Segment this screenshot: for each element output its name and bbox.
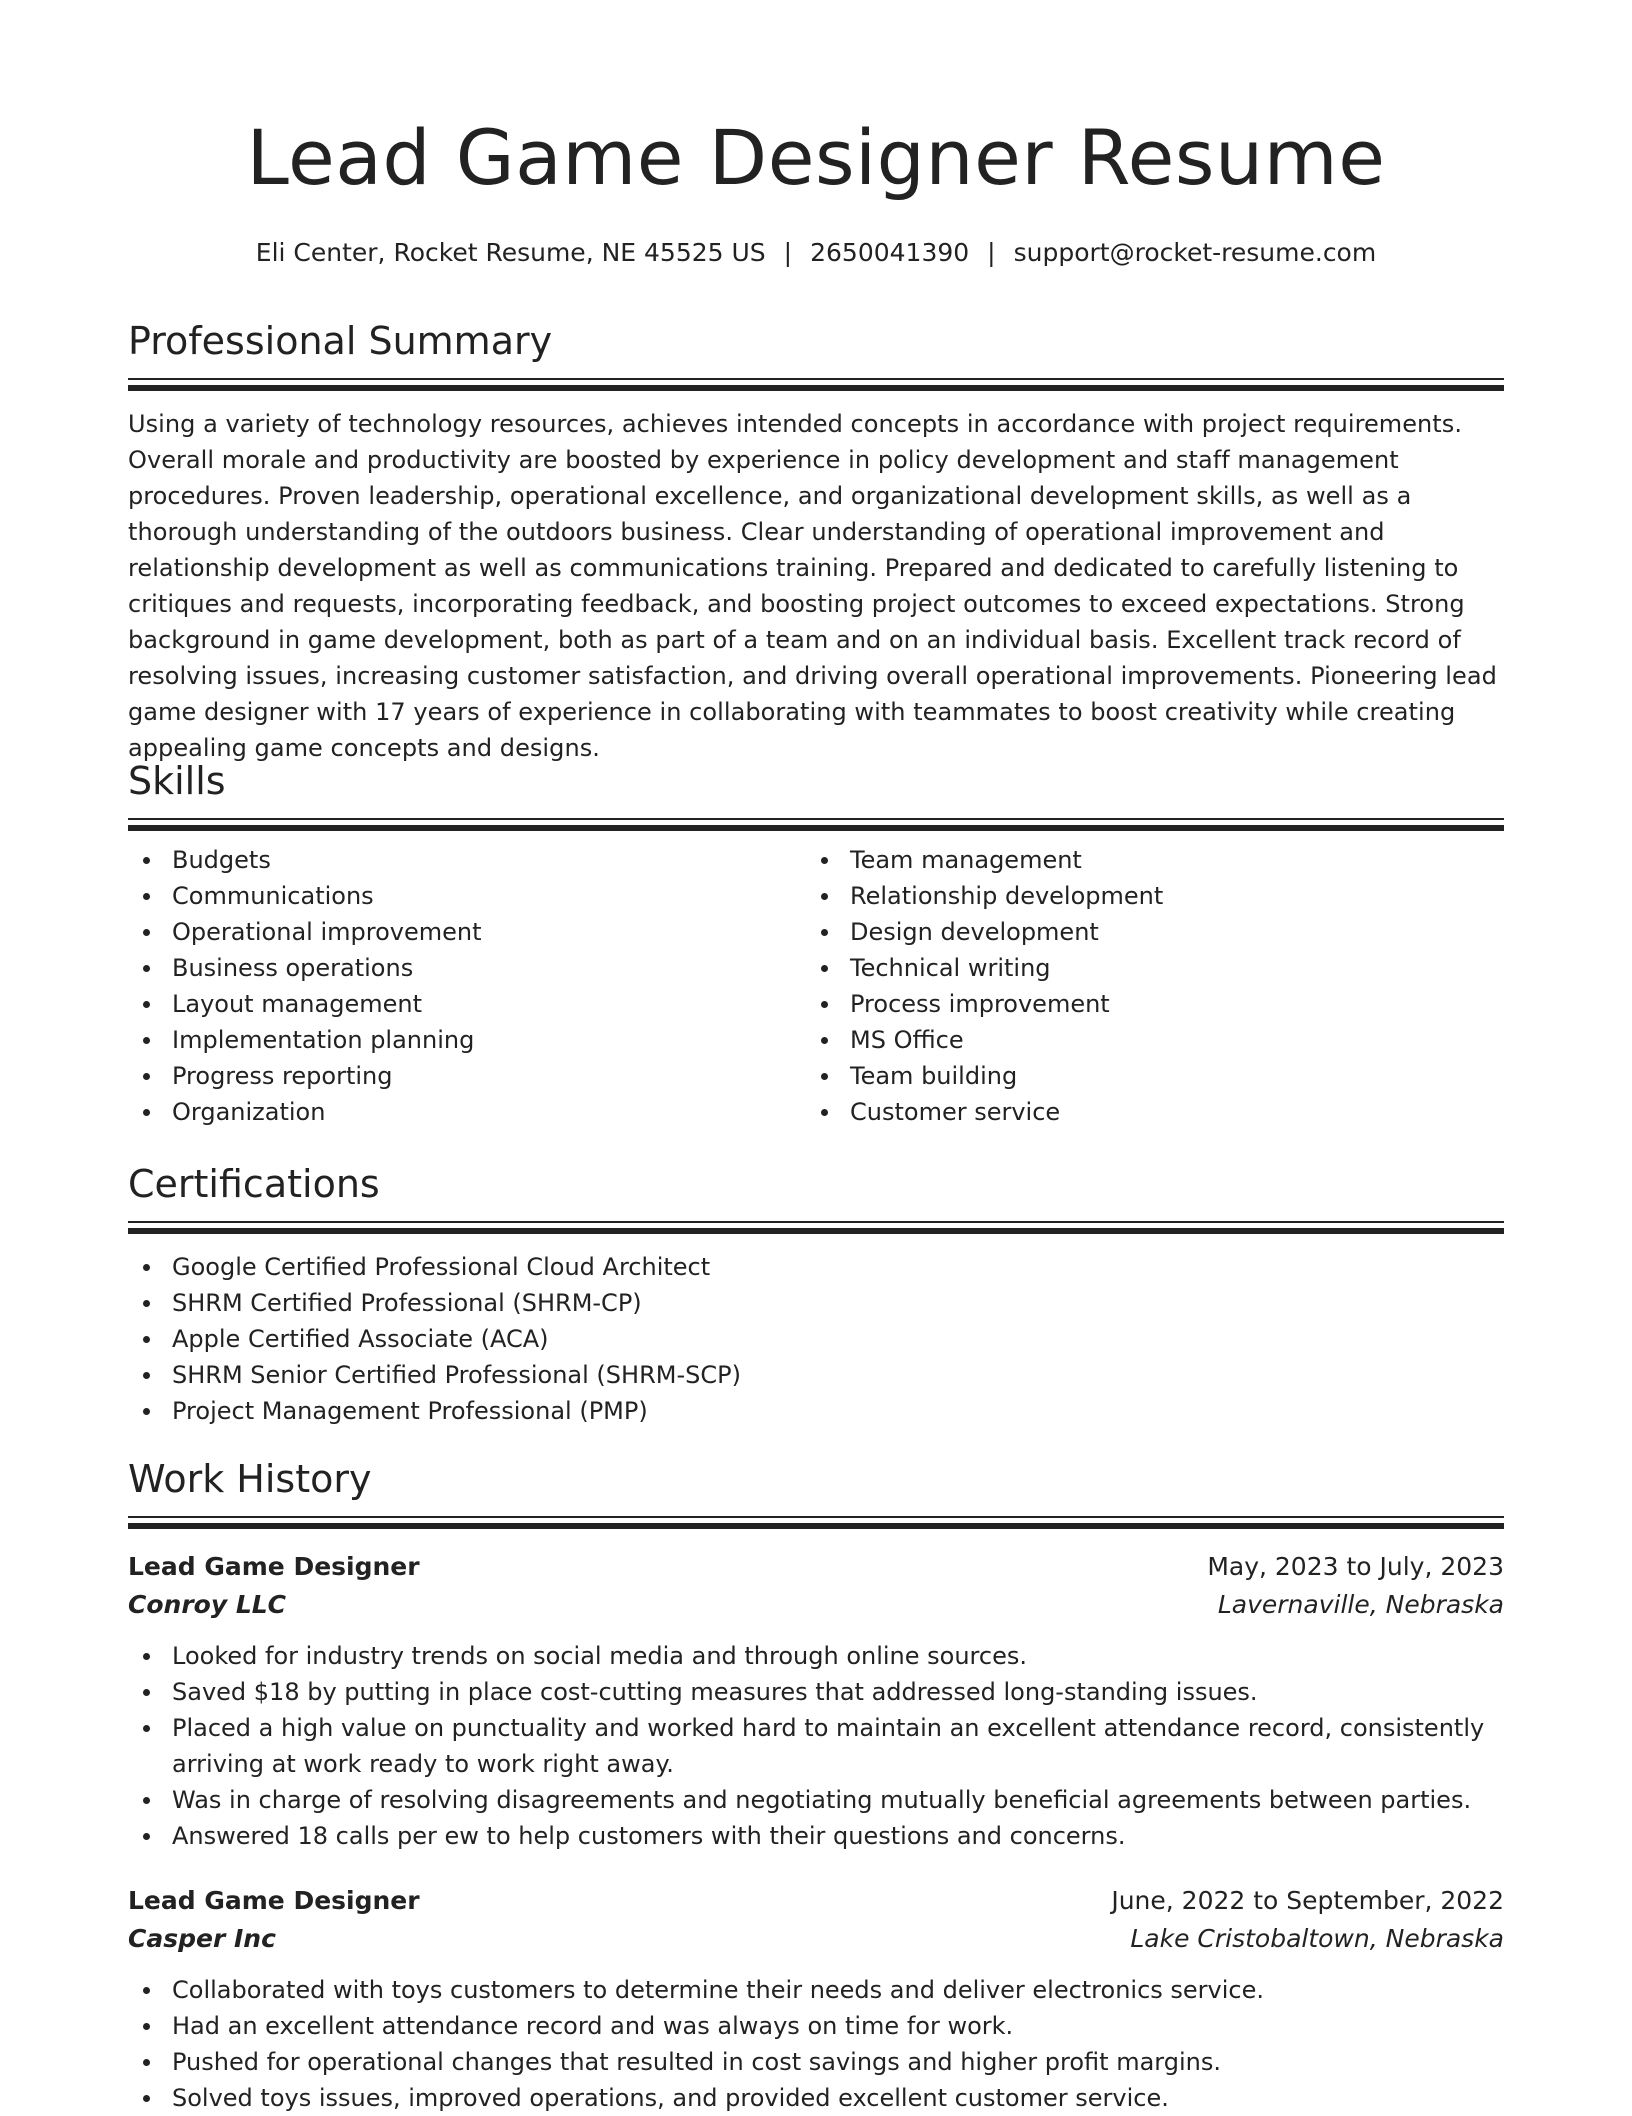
certification-item: SHRM Senior Certified Professional (SHRM-SCP) [128,1357,1504,1393]
skill-item: Team management [806,842,1484,878]
job-subheader [128,1586,1504,1624]
job-entry [128,1882,1504,2116]
job-title: Lead Game Designer [128,1552,420,1581]
contact-separator: | [987,238,996,267]
job-bullet: Looked for industry trends on social media and through online sources. [128,1638,1504,1674]
job-header [128,1882,1504,1920]
work-history-section [128,1457,1504,2116]
skill-item: Operational improvement [128,914,806,950]
skills-right-list [806,842,1484,1130]
skill-item: Business operations [128,950,806,986]
skill-item: Relationship development [806,878,1484,914]
skill-item: MS Office [806,1022,1484,1058]
section-divider [128,818,1504,830]
contact-address: Eli Center, Rocket Resume, NE 45525 US [255,238,766,267]
summary-text: Using a variety of technology resources, achieves intended concepts in accordance with project requirements. Overall morale and productivity are boosted by experience in policy development and staff management procedures. Proven leadership, operational excellence, and organizational development skills, as well as a thorough understanding of the outdoors business. Clear understanding of operational improvement and relationship development as well as communications training. Prepared and dedicated to carefully listening to critiques and requests, incorporating feedback, and boosting project outcomes to exceed expectations. Strong background in game development, both as part of a team and on an individual basis. Excellent track record of resolving issues, increasing customer satisfaction, and driving overall operational improvements. Pioneering lead game designer with 17 years of experience in collaborating with teammates to boost creativity while creating appealing game concepts and designs. [128,410,1497,762]
job-location: Lavernaville, Nebraska [1217,1590,1504,1619]
job-subheader [128,1920,1504,1958]
skill-item: Technical writing [806,950,1484,986]
skill-item: Progress reporting [128,1058,806,1094]
job-company: Conroy LLC [128,1590,287,1619]
certifications-heading: Certifications [128,1162,380,1206]
job-company: Casper Inc [128,1924,276,1953]
job-bullet: Pushed for operational changes that resulted in cost savings and higher profit margins. [128,2044,1504,2080]
skill-item: Communications [128,878,806,914]
resume-title: Lead Game Designer Resume [246,113,1386,202]
certification-item: Google Certified Professional Cloud Architect [128,1249,1504,1285]
certification-item: Apple Certified Associate (ACA) [128,1321,1504,1357]
skill-item: Layout management [128,986,806,1022]
certification-item: Project Management Professional (PMP) [128,1393,1504,1429]
job-bullets [128,1972,1504,2116]
certifications-section [128,1162,1504,1429]
contact-email: support@rocket-resume.com [1013,238,1377,267]
skill-item: Process improvement [806,986,1484,1022]
skill-item: Design development [806,914,1484,950]
work-history-heading: Work History [128,1457,372,1501]
job-bullet: Answered 18 calls per ew to help customers with their questions and concerns. [128,1818,1504,1854]
job-bullet: Collaborated with toys customers to determine their needs and deliver electronics service. [128,1972,1504,2008]
job-dates: June, 2022 to September, 2022 [1111,1886,1504,1915]
skills-left-list [128,842,806,1130]
job-bullets [128,1638,1504,1854]
skill-item: Implementation planning [128,1022,806,1058]
skills-columns [128,842,1504,1130]
summary-heading: Professional Summary [128,319,553,363]
section-divider [128,378,1504,390]
skill-item: Organization [128,1094,806,1130]
job-bullet: Saved $18 by putting in place cost-cutting measures that addressed long-standing issues. [128,1674,1504,1710]
job-bullet: Placed a high value on punctuality and worked hard to maintain an excellent attendance record, consistently arriving at work ready to work right away. [128,1710,1504,1782]
section-divider [128,1221,1504,1233]
certification-item: SHRM Certified Professional (SHRM-CP) [128,1285,1504,1321]
contact-phone: 2650041390 [810,238,970,267]
job-bullet: Was in charge of resolving disagreements and negotiating mutually beneficial agreements between parties. [128,1782,1504,1818]
skills-heading: Skills [128,759,226,803]
certifications-list [128,1249,1504,1429]
job-location: Lake Cristobaltown, Nebraska [1130,1924,1504,1953]
section-divider [128,1516,1504,1528]
skill-item: Budgets [128,842,806,878]
job-title: Lead Game Designer [128,1886,420,1915]
summary-section [128,319,1504,766]
contact-line [128,240,1504,265]
skill-item: Customer service [806,1094,1484,1130]
job-bullet: Had an excellent attendance record and was always on time for work. [128,2008,1504,2044]
skill-item: Team building [806,1058,1484,1094]
job-dates: May, 2023 to July, 2023 [1207,1552,1504,1581]
skills-section [128,759,1504,1130]
job-entry [128,1548,1504,1854]
job-bullet: Solved toys issues, improved operations, and provided excellent customer service. [128,2080,1504,2116]
job-header [128,1548,1504,1586]
contact-separator: | [783,238,793,267]
